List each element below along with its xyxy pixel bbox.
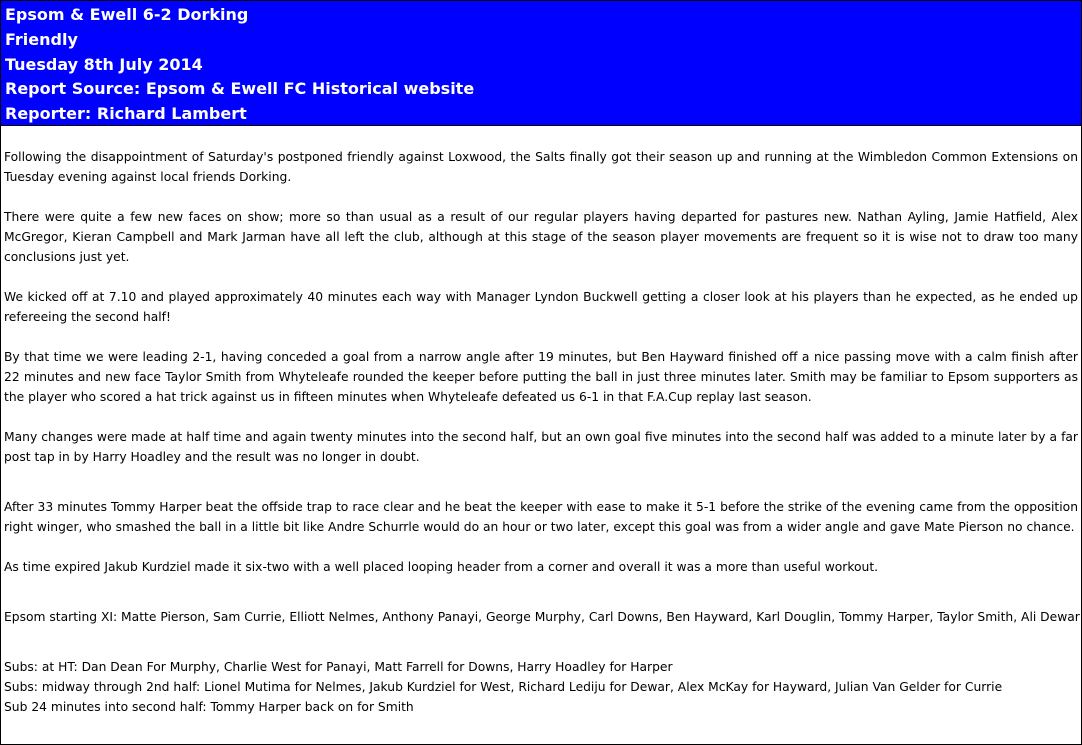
report-paragraph: There were quite a few new faces on show; more so than usual as a result of our regular players having departed for pastures new. Nathan Ayling, Jamie Hatfield, Alex McGregor, Kieran Campbell and Mark Jarman have all left the club, although at this stage of the season player movements are frequent so it is wise not to draw too many conclusions just yet. [4, 210, 1078, 264]
substitutions-line: Subs: at HT: Dan Dean For Murphy, Charlie West for Panayi, Matt Farrell for Downs, Harry Hoadley for Harper [4, 660, 673, 674]
competition-label: Friendly [5, 29, 78, 49]
report-body [1, 126, 1081, 717]
report-paragraph: As time expired Jakub Kurdziel made it six-two with a well placed looping header from a corner and overall it was a more than useful workout. [4, 560, 879, 574]
report-paragraph: We kicked off at 7.10 and played approximately 40 minutes each way with Manager Lyndon Buckwell getting a closer look at his players than he expected, as he ended up refereeing the second half! [4, 290, 1078, 324]
report-source: Report Source: Epsom & Ewell FC Historical website [5, 79, 475, 99]
report-paragraph: After 33 minutes Tommy Harper beat the offside trap to race clear and he beat the keeper with ease to make it 5-1 before the strike of the evening came from the opposition right winger, who smashed the ball in a little bit like Andre Schurrle would do an hour or two later, except this goal was from a wider angle and gave Mate Pierson no chance. [4, 500, 1078, 534]
substitutions-line: Sub 24 minutes into second half: Tommy Harper back on for Smith [4, 700, 414, 714]
substitutions-line: Subs: midway through 2nd half: Lionel Mutima for Nelmes, Jakub Kurdziel for West, Richard Lediju for Dewar, Alex McKay for Hayward, Julian Van Gelder for Currie [4, 680, 1003, 694]
report-paragraph: Following the disappointment of Saturday's postponed friendly against Loxwood, the Salts finally got their season up and running at the Wimbledon Common Extensions on Tuesday evening against local friends Dorking. [4, 150, 1078, 184]
report-header [1, 1, 1081, 126]
reporter-name: Reporter: Richard Lambert [5, 104, 247, 124]
match-title: Epsom & Ewell 6-2 Dorking [5, 5, 249, 24]
starting-lineup: Epsom starting XI: Matte Pierson, Sam Currie, Elliott Nelmes, Anthony Panayi, George Murphy, Carl Downs, Ben Hayward, Karl Douglin, Tommy Harper, Taylor Smith, Ali Dewar [4, 610, 1080, 624]
report-paragraph: By that time we were leading 2-1, having conceded a goal from a narrow angle after 19 minutes, but Ben Hayward finished off a nice passing move with a calm finish after 22 minutes and new face Taylor Smith from Whyteleafe rounded the keeper before putting the ball in just three minutes later. Smith may be familiar to Epsom supporters as the player who scored a hat trick against us in fifteen minutes when Whyteleafe defeated us 6-1 in that F.A.Cup replay last season. [4, 350, 1078, 404]
report-paragraph: Many changes were made at half time and again twenty minutes into the second half, but an own goal five minutes into the second half was added to a minute later by a far post tap in by Harry Hoadley and the result was no longer in doubt. [4, 430, 1078, 464]
match-date: Tuesday 8th July 2014 [5, 54, 203, 74]
